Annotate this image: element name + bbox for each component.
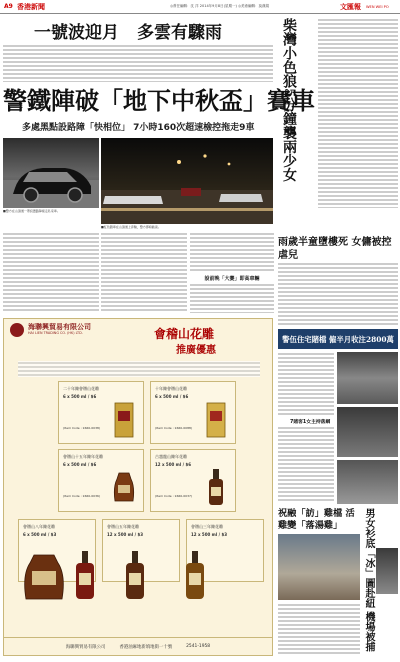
- ad-product-code: (Item Code : 1660-0037): [155, 494, 193, 498]
- male-story-photo: [376, 548, 398, 594]
- ad-product-card: [58, 449, 144, 512]
- gambling-headline-bar: [278, 329, 398, 349]
- gambling-subhead: 7賭客1女主持落網: [290, 420, 331, 425]
- weather-headline-left: 一號波迎月: [34, 22, 119, 43]
- festival-photo: [278, 534, 360, 600]
- ad-product-name: 二十年陳會稽山花雕: [63, 386, 99, 391]
- ad-product-card: [150, 381, 236, 444]
- festival-headline: 祝融「訪」雞檔 活雞變「落湯雞」: [278, 508, 355, 531]
- wine-jar-icon: [111, 467, 137, 507]
- ad-product-name: 十年陳會稽山花雕: [155, 386, 187, 391]
- gambling-body-col1: [278, 352, 334, 416]
- lead-photo-car: [3, 138, 99, 208]
- ad-product-card: [150, 449, 236, 512]
- weather-headline-right: 多雲有驟雨: [137, 22, 222, 43]
- lead-body-col1: [3, 232, 99, 312]
- ad-product-price: 6 x 500 ml / $3: [23, 532, 57, 537]
- lead-photo-night-road: [101, 138, 273, 224]
- masthead: [0, 0, 400, 14]
- weather-body-text: [3, 44, 273, 82]
- ad-logo-icon: [10, 323, 24, 337]
- wine-box-icon: [111, 399, 137, 439]
- gambling-body-col2: [278, 426, 334, 502]
- gambling-headline: 警伍住宅賭檔 僱半月收注2800萬: [282, 334, 394, 344]
- lead-body-col4: [190, 283, 274, 313]
- side-story-2-body: [278, 262, 398, 326]
- night-road-illustration: [101, 138, 273, 224]
- ad-product-price: 6 x 500 ml / $6: [155, 394, 189, 399]
- ad-company-en: HAI LIEN TRADING CO. (HK) LTD.: [28, 331, 83, 335]
- wine-bottle-icon: [203, 467, 229, 507]
- lead-photo-night-road-caption: ■紅色跑車在山頂道上奔馳，警方即時截查。: [101, 225, 161, 229]
- gambling-photo-2: [337, 407, 398, 457]
- gambling-photo-1: [337, 352, 398, 404]
- paper-english-name: WEN WEI PO: [366, 5, 389, 9]
- date-line: ◎責任編輯：沈 洋 2014年9月8日(星期一) ◎美術編輯：莫漢娟: [170, 4, 270, 8]
- section-name: 香港新聞: [17, 2, 45, 11]
- ad-title: 會稽山花雕: [154, 327, 215, 341]
- ad-subtitle: 推廣優惠: [176, 345, 216, 356]
- ad-product-price: 12 x 500 ml / $3: [107, 532, 144, 537]
- ad-product-name: 會稽山三年陳花雕: [191, 524, 223, 529]
- ad-footer-company: 海聯興貿易有限公司: [65, 644, 106, 650]
- lead-box-title: 設前晚「大賽」即高車輛: [204, 276, 260, 282]
- side-story-top-body: [318, 18, 398, 208]
- ad-product-code: (Item Code : 1660-0088): [155, 426, 193, 430]
- ad-bottles-row: [24, 545, 254, 605]
- ad-intro-text: [18, 361, 260, 377]
- ad-product-name: 會稽山八年陳花雕: [23, 524, 55, 529]
- ad-product-name: 古越龍山陳年花雕: [155, 454, 187, 459]
- ad-product-price: 6 x 500 ml / $6: [63, 462, 97, 467]
- wine-box-icon: [203, 399, 229, 439]
- paper-name: 文匯報: [340, 3, 361, 11]
- lead-headline: 警鐵陣破「地下中秋盃」賽車: [3, 86, 315, 115]
- ad-product-price: 12 x 500 ml / $6: [155, 462, 192, 467]
- ad-company: 海聯興貿易有限公司: [28, 322, 91, 331]
- ad-footer-phone: 2541-1958: [186, 644, 211, 649]
- ad-product-code: (Item Code : 1660-0038): [63, 426, 101, 430]
- ad-product-price: 6 x 500 ml / $6: [63, 394, 97, 399]
- page-number: A9: [4, 3, 13, 10]
- ad-footer: [4, 637, 272, 655]
- side-story-top-headline: 柴灣小色狼5分鐘襲兩少女: [281, 18, 297, 182]
- lead-body-col3: [190, 232, 274, 272]
- ad-footer-address: 香港油麻地新填地街一十號: [119, 644, 173, 650]
- weather-headline: [34, 18, 264, 42]
- lead-body-col2: [101, 232, 187, 312]
- festival-body: [278, 603, 360, 655]
- car-illustration: [3, 138, 99, 208]
- wine-advertisement: [3, 318, 273, 656]
- ad-product-name: 會稽山五年陳花雕: [107, 524, 139, 529]
- side-story-2-headline: 雨歲半童墮樓死 女傭被控虐兒: [278, 237, 392, 261]
- ad-product-price: 12 x 500 ml / $3: [191, 532, 228, 537]
- male-story-headline: 男女衫底「冰」圖赴紐 機場被捕: [363, 508, 374, 652]
- ad-product-card: [58, 381, 144, 444]
- lead-subhead: 多處黑點設路障「快相位」 7小時160次超速檢控拖走9車: [22, 123, 255, 133]
- ad-product-code: (Item Code : 1660-0036): [63, 494, 101, 498]
- lead-photo-car-caption: ■警方在山頂道一帶設置路障拖走私家車。: [3, 209, 60, 213]
- ad-product-name: 會稽山十五年陳年花雕: [63, 454, 103, 459]
- gambling-photo-3: [337, 460, 398, 504]
